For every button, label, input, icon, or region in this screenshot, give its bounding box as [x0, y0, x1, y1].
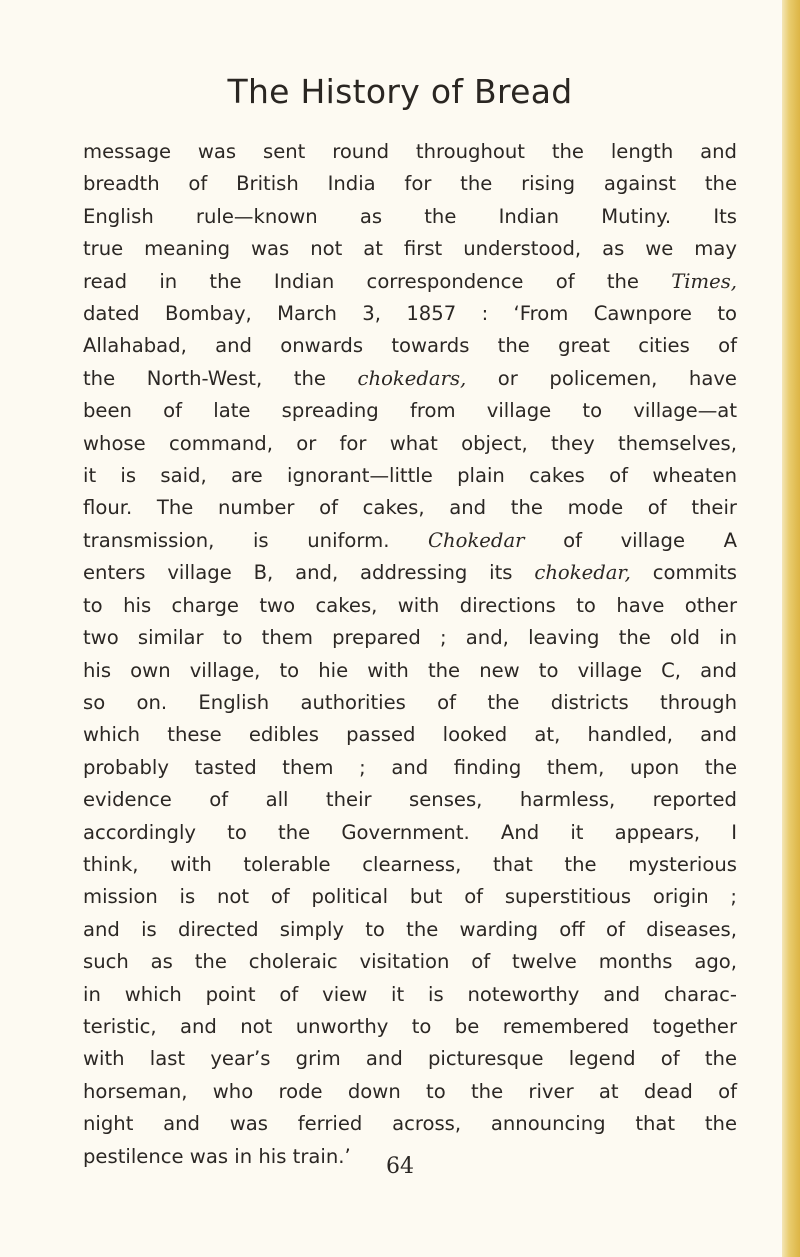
text-line: two similar to them prepared ; and, leaving the old in — [83, 626, 737, 650]
page-number: 64 — [386, 1154, 414, 1179]
text-line: think, with tolerable clearness, that the mysterious — [83, 852, 737, 876]
page-edge — [782, 0, 800, 1257]
text-line: English rule—known as the Indian Mutiny. Its — [83, 204, 737, 228]
text-line: read in the Indian correspondence of the Times, — [83, 269, 737, 293]
text-line: the North-West, the chokedars, or policemen, have — [83, 366, 737, 390]
text-line: with last year’s grim and picturesque legend of the — [83, 1047, 737, 1071]
text-line: such as the choleraic visitation of twelve months ago, — [83, 950, 737, 974]
italic-term: chokedar, — [534, 561, 631, 585]
text-line: horseman, who rode down to the river at dead of — [83, 1079, 737, 1103]
text-line: mission is not of political but of superstitious origin ; — [83, 885, 737, 909]
text-line: accordingly to the Government. And it appears, I — [83, 820, 737, 844]
text-line: dated Bombay, March 3, 1857 : ‘From Cawnpore to — [83, 302, 737, 326]
text-line: Allahabad, and onwards towards the great cities of — [83, 334, 737, 358]
text-line: pestilence was in his train.’ — [83, 1144, 351, 1168]
text-line: to his charge two cakes, with directions to have other — [83, 593, 737, 617]
text-line: night and was ferried across, announcing that the — [83, 1112, 737, 1136]
text-line: which these edibles passed looked at, handled, and — [83, 723, 737, 747]
text-line: breadth of British India for the rising against the — [83, 172, 737, 196]
text-line: his own village, to hie with the new to village C, and — [83, 658, 737, 682]
text-line: probably tasted them ; and finding them, upon the — [83, 755, 737, 779]
text-line: true meaning was not at first understood, as we may — [83, 237, 737, 261]
text-line: in which point of view it is noteworthy and charac- — [83, 982, 737, 1006]
text-line: it is said, are ignorant—little plain cakes of wheaten — [83, 464, 737, 488]
text-line: and is directed simply to the warding off of diseases, — [83, 917, 737, 941]
text-line: enters village B, and, addressing its chokedar, commits — [83, 561, 737, 585]
body-text — [83, 136, 737, 1173]
text-line: evidence of all their senses, harmless, reported — [83, 788, 737, 812]
running-header: The History of Bread — [227, 72, 573, 111]
text-line: been of late spreading from village to village—at — [83, 399, 737, 423]
italic-term: Chokedar — [428, 528, 525, 552]
italic-title: Times, — [671, 269, 737, 293]
text-line: transmission, is uniform. Chokedar of village A — [83, 528, 737, 552]
text-line: so on. English authorities of the districts through — [83, 690, 737, 714]
text-line: teristic, and not unworthy to be remembered together — [83, 1014, 737, 1038]
italic-term: chokedars, — [357, 366, 467, 390]
text-line: flour. The number of cakes, and the mode of their — [83, 496, 737, 520]
text-line: whose command, or for what object, they themselves, — [83, 431, 737, 455]
text-line: message was sent round throughout the length and — [83, 140, 737, 163]
